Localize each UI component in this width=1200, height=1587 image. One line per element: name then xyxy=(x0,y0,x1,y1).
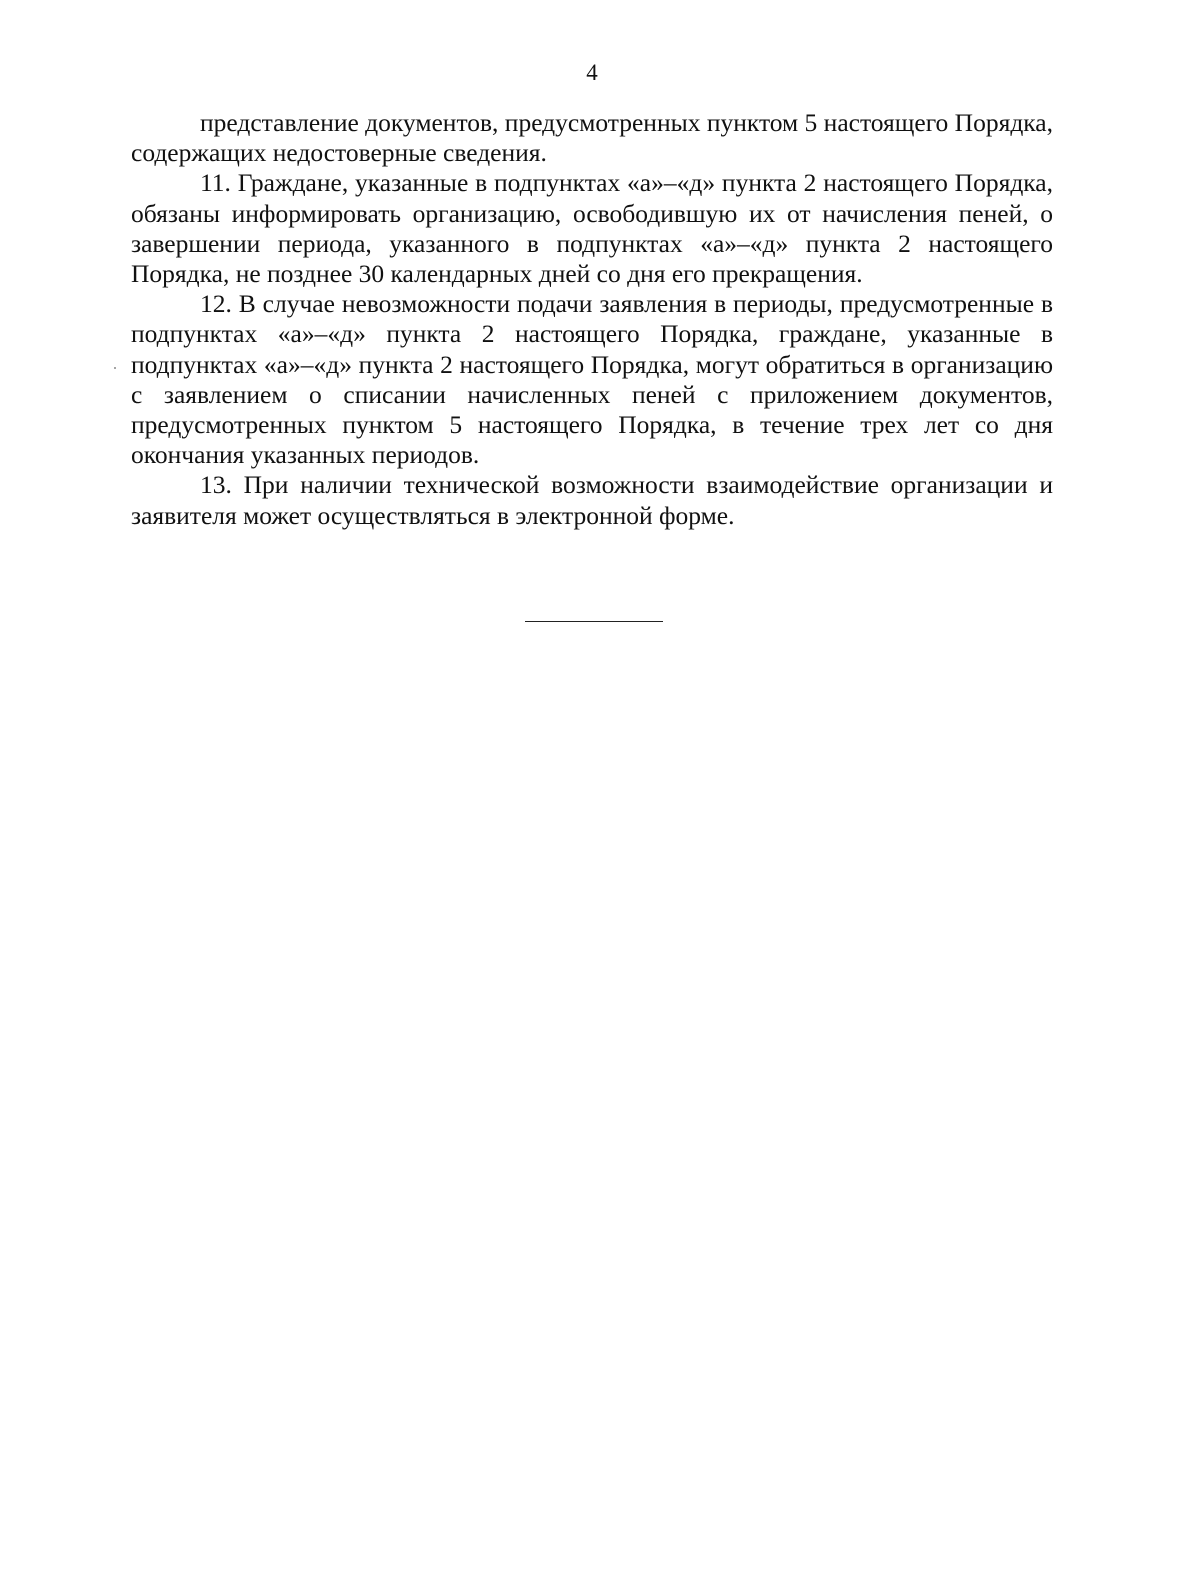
paragraph-10-continuation: представление документов, предусмотренных пунктом 5 настоящего Порядка, содержащих недостоверные сведения. xyxy=(131,108,1053,168)
end-of-document-rule xyxy=(525,621,663,622)
scan-artifact-dot xyxy=(114,367,116,369)
page-number: 4 xyxy=(586,60,598,85)
document-body xyxy=(131,108,1053,531)
paragraph-13: 13. При наличии технической возможности взаимодействие организации и заявителя может осуществляться в электронной форме. xyxy=(131,470,1053,530)
paragraph-11: 11. Граждане, указанные в подпунктах «а»–«д» пункта 2 настоящего Порядка, обязаны информировать организацию, освободившую их от начисления пеней, о завершении периода, указанного в подпунктах «а»–«д» пункта 2 настоящего Порядка, не позднее 30 календарных дней со дня его прекращения. xyxy=(131,168,1053,289)
paragraph-12: 12. В случае невозможности подачи заявления в периоды, предусмотренные в подпунктах «а»–«д» пункта 2 настоящего Порядка, граждане, указанные в подпунктах «а»–«д» пункта 2 настоящего Порядка, могут обратиться в организацию с заявлением о списании начисленных пеней с приложением документов, предусмотренных пунктом 5 настоящего Порядка, в течение трех лет со дня окончания указанных периодов. xyxy=(131,289,1053,470)
